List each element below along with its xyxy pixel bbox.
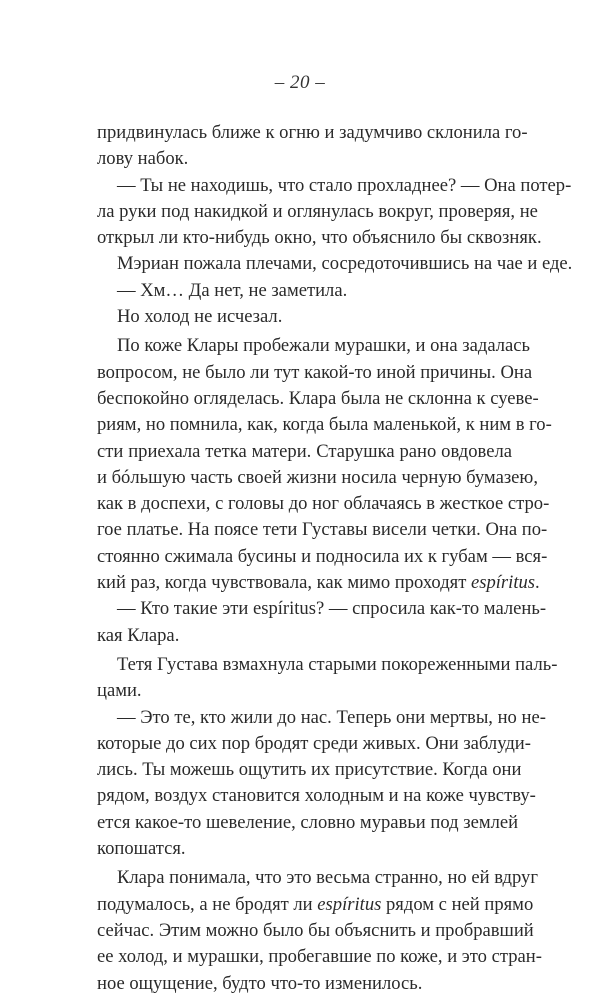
text-span: Тетя Густава взмахнула старыми покореженными паль- <box>117 653 558 675</box>
text-span: . <box>535 572 540 594</box>
text-span: рядом с ней прямо <box>381 893 534 915</box>
text-line <box>97 120 528 146</box>
text-line <box>97 491 550 517</box>
text-line <box>97 810 519 836</box>
text-span: кий раз, когда чувствовала, как мимо проходят <box>97 572 471 594</box>
text-span: ется какое-то шевеление, словно муравьи под землей <box>97 811 519 833</box>
text-line <box>97 678 512 704</box>
text-line <box>97 251 573 277</box>
text-span: ее холод, и мурашки, пробегавшие по коже, и это стран- <box>97 946 542 968</box>
text-span: как в доспехи, с головы до ног облачаясь в жесткое стро- <box>97 493 550 515</box>
text-line <box>97 304 512 330</box>
text-span: стоянно сжимала бусины и подносила их к губам — вся- <box>97 545 548 567</box>
text-span: гое платье. На поясе тети Густавы висели четки. Она по- <box>97 519 548 541</box>
text-line <box>97 892 534 918</box>
text-line <box>97 146 512 172</box>
text-line <box>97 836 512 862</box>
text-span: которые до сих пор бродят среди живых. Они заблуди- <box>97 732 531 754</box>
text-span: беспокойно огляделась. Клара была не склонна к суеве- <box>97 387 539 409</box>
text-line <box>97 731 531 757</box>
text-line <box>97 386 539 412</box>
page-number: – 20 – <box>274 72 326 93</box>
italic-word: espíritus <box>470 572 536 594</box>
text-line <box>97 439 512 465</box>
text-line <box>97 333 531 359</box>
italic-word: espíritus <box>317 893 382 915</box>
text-line <box>97 705 546 731</box>
text-span: ное ощущение, будто что-то изменилось. <box>97 972 423 994</box>
text-line <box>97 865 538 891</box>
text-span: подумалось, а не бродят ли <box>97 893 318 915</box>
text-span: ла руки под накидкой и оглянулась вокруг, проверяя, не <box>97 200 538 222</box>
text-line <box>97 944 542 970</box>
text-span: кая Клара. <box>97 624 180 646</box>
text-span: риям, но помнила, как, когда была маленькой, к ним в го- <box>97 414 552 436</box>
text-span: — Хм… Да нет, не заметила. <box>117 279 348 301</box>
text-span: сейчас. Этим можно было бы объяснить и пробравший <box>97 919 534 941</box>
text-line <box>97 623 512 649</box>
text-span: и бóльшую часть своей жизни носила черную бумазею, <box>97 466 538 488</box>
text-line <box>97 278 512 304</box>
text-line <box>97 783 536 809</box>
text-line <box>97 544 548 570</box>
text-span: Клара понимала, что это весьма странно, но ей вдруг <box>117 867 538 889</box>
text-line <box>97 360 533 386</box>
text-line <box>97 517 548 543</box>
text-line <box>97 225 542 251</box>
text-span: открыл ли кто-нибудь окно, что объяснило бы сквозняк. <box>97 227 542 249</box>
text-line <box>97 918 534 944</box>
text-span: Мэриан пожала плечами, сосредоточившись на чае и еде. <box>117 253 573 275</box>
body-text <box>97 120 573 997</box>
text-line <box>97 465 538 491</box>
text-line <box>97 570 540 596</box>
text-span: придвинулась ближе к огню и задумчиво склонила го- <box>97 122 528 143</box>
text-span: лись. Ты можешь ощутить их присутствие. Когда они <box>97 759 522 781</box>
text-line <box>97 173 572 199</box>
text-line <box>97 596 547 622</box>
text-span: лову набок. <box>97 148 189 170</box>
text-span: вопросом, не было ли тут какой-то иной причины. Она <box>97 361 533 383</box>
text-line <box>97 652 558 678</box>
text-line <box>97 971 512 997</box>
text-line <box>97 412 552 438</box>
text-line <box>97 199 538 225</box>
text-span: сти приехала тетка матери. Старушка рано овдовела <box>97 440 512 462</box>
text-span: копошатся. <box>97 838 186 860</box>
text-span: рядом, воздух становится холодным и на коже чувству- <box>97 785 536 807</box>
text-span: Но холод не исчезал. <box>117 306 283 328</box>
text-span: цами. <box>97 680 142 702</box>
text-span: — Это те, кто жили до нас. Теперь они мертвы, но не- <box>117 706 546 728</box>
text-line <box>97 757 522 783</box>
text-span: — Кто такие эти espíritus? — спросила как-то малень- <box>117 598 547 620</box>
text-span: По коже Клары пробежали мурашки, и она задалась <box>117 335 531 357</box>
text-span: — Ты не находишь, что стало прохладнее? — Она потер- <box>117 174 572 196</box>
